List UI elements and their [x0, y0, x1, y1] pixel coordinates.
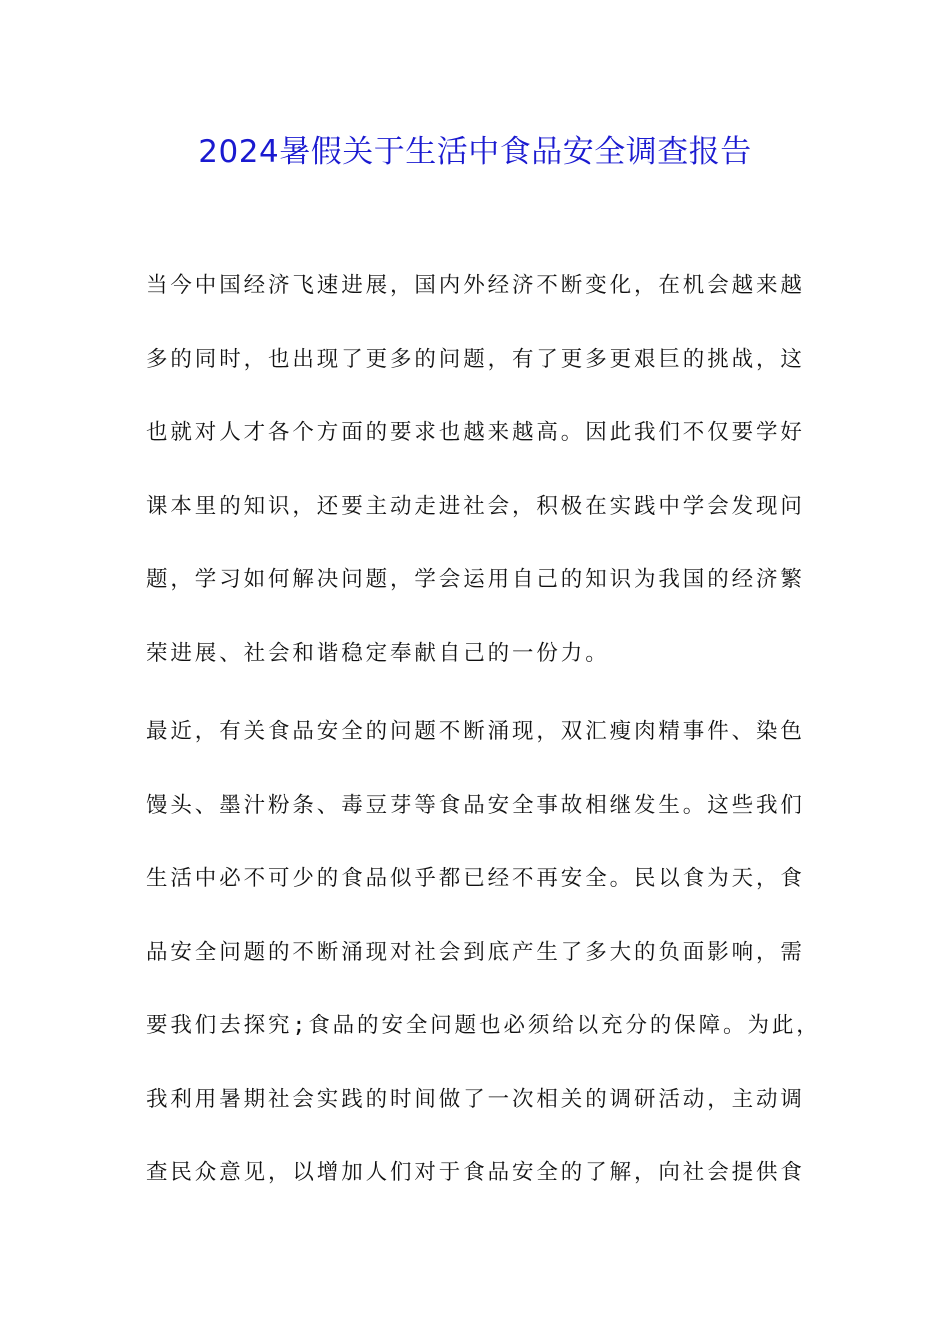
paragraph-1 [146, 266, 806, 707]
paragraph-line: 当今中国经济飞速进展，国内外经济不断变化，在机会越来越 [146, 273, 805, 298]
paragraph-line: 馒头、墨汁粉条、毒豆芽等食品安全事故相继发生。这些我们 [146, 792, 805, 818]
paragraph-2 [146, 712, 821, 1227]
paragraph-line: 荣进展、社会和谐稳定奉献自己的一份力。 [146, 640, 610, 666]
paragraph-line: 课本里的知识，还要主动走进社会，积极在实践中学会发现问 [146, 493, 805, 519]
document-title: 2024暑假关于生活中食品安全调查报告 [198, 134, 752, 170]
paragraph-line: 生活中必不可少的食品似乎都已经不再安全。民以食为天，食 [146, 866, 805, 891]
paragraph-line: 最近，有关食品安全的问题不断涌现，双汇瘦肉精事件、染色 [146, 719, 805, 744]
paragraph-line: 也就对人才各个方面的要求也越来越高。因此我们不仅要学好 [146, 420, 805, 445]
paragraph-line: 我利用暑期社会实践的时间做了一次相关的调研活动，主动调 [146, 1086, 805, 1112]
paragraph-line: 品安全问题的不断涌现对社会到底产生了多大的负面影响，需 [146, 939, 805, 965]
paragraph-line: 查民众意见，以增加人们对于食品安全的了解，向社会提供食 [146, 1160, 805, 1185]
paragraph-line: 题，学习如何解决问题，学会运用自己的知识为我国的经济繁 [146, 567, 805, 592]
paragraph-line: 多的同时，也出现了更多的问题，有了更多更艰巨的挑战，这 [146, 346, 805, 372]
paragraph-line: 要我们去探究;食品的安全问题也必须给以充分的保障。为此， [146, 1013, 821, 1038]
